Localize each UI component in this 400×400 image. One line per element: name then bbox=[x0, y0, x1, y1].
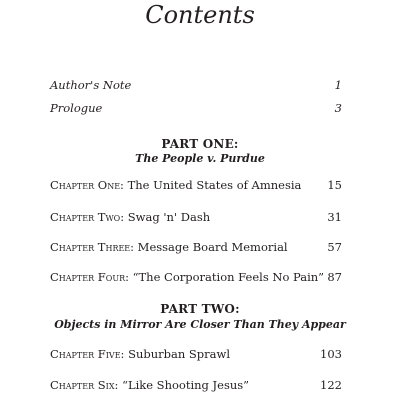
chapter-number: Chapter Four: bbox=[50, 270, 129, 284]
chapter-title: Swag 'n' Dash bbox=[127, 210, 211, 224]
part-two-heading: PART TWO: bbox=[160, 302, 240, 316]
chapter-number: Chapter One: bbox=[50, 178, 124, 192]
chapter-title: The United States of Amnesia bbox=[127, 178, 302, 192]
toc-entry-prologue[interactable] bbox=[50, 101, 342, 119]
entry-page-number: 122 bbox=[320, 378, 342, 392]
entry-page-number: 87 bbox=[327, 270, 342, 284]
entry-label: Prologue bbox=[50, 101, 103, 115]
entry-page-number: 15 bbox=[327, 178, 342, 192]
page-title: Contents bbox=[145, 1, 255, 29]
part-one-subtitle: The People v. Purdue bbox=[135, 152, 265, 165]
entry-page-number: 3 bbox=[334, 101, 342, 115]
entry-label: Author's Note bbox=[50, 78, 132, 92]
toc-entry-chapter-three[interactable] bbox=[50, 240, 342, 258]
chapter-title: Suburban Sprawl bbox=[128, 347, 231, 361]
chapter-number: Chapter Two: bbox=[50, 210, 125, 224]
toc-entry-chapter-one[interactable] bbox=[50, 178, 342, 196]
toc-entry-chapter-two[interactable] bbox=[50, 210, 342, 228]
part-two-subtitle: Objects in Mirror Are Closer Than They Appear bbox=[54, 318, 346, 331]
chapter-number: Chapter Five: bbox=[50, 347, 125, 361]
toc-entry-chapter-five[interactable] bbox=[50, 347, 342, 365]
chapter-title: “Like Shooting Jesus” bbox=[122, 378, 250, 392]
chapter-title: “The Corporation Feels No Pain” bbox=[132, 270, 325, 284]
toc-entry-chapter-six[interactable] bbox=[50, 378, 342, 396]
entry-page-number: 103 bbox=[320, 347, 342, 361]
toc-entry-authors-note[interactable] bbox=[50, 78, 342, 96]
toc-entry-chapter-four[interactable] bbox=[50, 270, 342, 288]
entry-page-number: 31 bbox=[327, 210, 342, 224]
chapter-title: Message Board Memorial bbox=[137, 240, 288, 254]
chapter-number: Chapter Three: bbox=[50, 240, 135, 254]
entry-page-number: 57 bbox=[327, 240, 342, 254]
chapter-number: Chapter Six: bbox=[50, 378, 119, 392]
entry-page-number: 1 bbox=[334, 78, 342, 92]
part-one-heading: PART ONE: bbox=[161, 137, 239, 151]
